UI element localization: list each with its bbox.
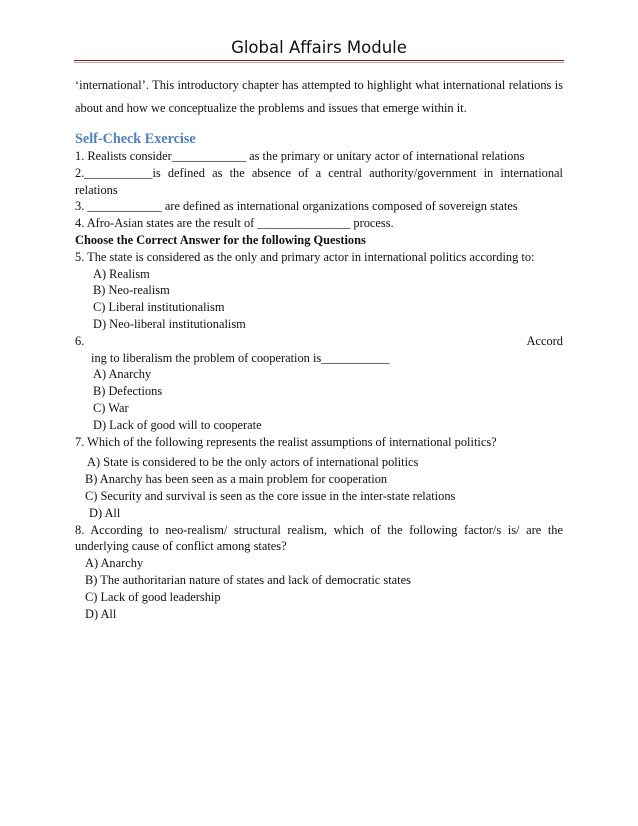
q6-option-b: B) Defections [93, 384, 163, 399]
q5-option-c: C) Liberal institutionalism [93, 300, 225, 315]
q7-option-d: D) All [89, 505, 121, 520]
q8-option-a: A) Anarchy [85, 556, 144, 571]
section-heading: Self-Check Exercise [75, 131, 196, 147]
q8-option-d: D) All [85, 606, 117, 621]
q6-option-a: A) Anarchy [93, 367, 152, 382]
fill-in-question-2: 2.___________is defined as the absence of a central authority/government in international relations [75, 165, 563, 197]
q7-option-b: B) Anarchy has been seen as a main problem for cooperation [85, 472, 388, 487]
q5-option-b: B) Neo-realism [93, 283, 170, 298]
q7-option-a: A) State is considered to be the only actors of international politics [87, 455, 419, 470]
q7-option-c: C) Security and survival is seen as the core issue in the inter-state relations [85, 488, 456, 503]
question-5: 5. The state is considered as the only and primary actor in international politics according to: [75, 249, 535, 264]
q8-option-b: B) The authoritarian nature of states and lack of democratic states [85, 572, 411, 587]
multiple-choice-heading: Choose the Correct Answer for the following Questions [75, 232, 366, 247]
fill-in-question-4: 4. Afro-Asian states are the result of _______________ process. [75, 216, 394, 231]
question-7: 7. Which of the following represents the realist assumptions of international politics? [75, 434, 497, 449]
page-header-title: Global Affairs Module [231, 38, 407, 57]
q6-word-start: Accord [526, 333, 563, 348]
question-6-text: ing to liberalism the problem of cooperation is___________ [91, 350, 390, 365]
question-8: 8. According to neo-realism/ structural realism, which of the following factor/s is/ are the underlying cause of conflict among states? [75, 522, 563, 554]
q5-option-d: D) Neo-liberal institutionalism [93, 316, 246, 331]
q6-option-d: D) Lack of good will to cooperate [93, 417, 262, 432]
intro-paragraph: ‘international’. This introductory chapter has attempted to highlight what international relations is about and how we conceptualize the problems and issues that emerge within it. [75, 78, 563, 115]
fill-in-question-3: 3. ____________ are defined as international organizations composed of sovereign states [75, 199, 518, 214]
document-body [75, 74, 563, 622]
q6-option-c: C) War [93, 400, 129, 415]
header-divider [74, 60, 564, 61]
fill-in-question-1: 1. Realists consider____________ as the primary or unitary actor of international relations [75, 149, 525, 163]
q5-option-a: A) Realism [93, 266, 150, 281]
q8-option-c: C) Lack of good leadership [85, 589, 221, 604]
question-6-first-line [75, 333, 563, 350]
q6-number: 6. [75, 333, 85, 348]
